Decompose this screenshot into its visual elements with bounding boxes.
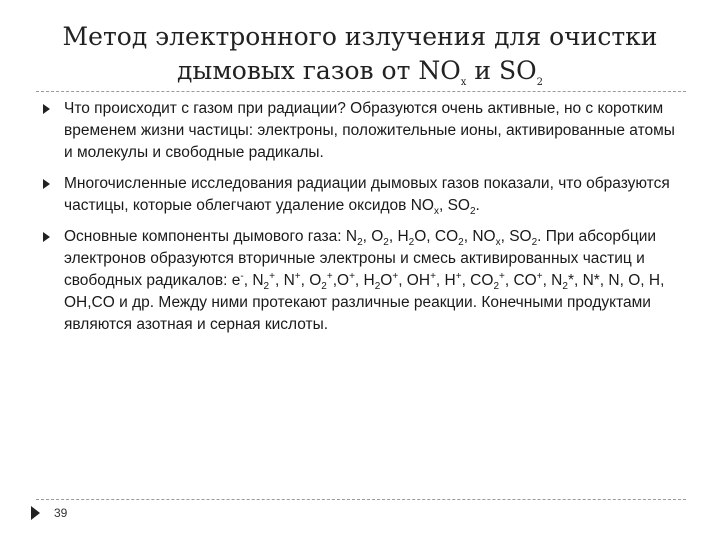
triangle-bullet-icon (43, 179, 50, 189)
title-line-1: Метод электронного излучения для очистки (62, 22, 658, 51)
title-subscript: x (460, 77, 467, 88)
bullet-item-2 (40, 173, 680, 217)
triangle-bullet-icon (43, 104, 50, 114)
footer-triangle-icon (31, 506, 40, 520)
slide-title (40, 20, 680, 88)
bullet-text: Что происходит с газом при радиации? Образуются очень активные, но с коротким временем жизни частицы: электроны, положительные ионы, активированные атомы и молекулы и свободные радикалы. (64, 100, 675, 161)
title-divider (36, 91, 686, 92)
triangle-bullet-icon (43, 232, 50, 242)
title-text: и SO (466, 56, 537, 85)
bullet-item-1 (40, 98, 680, 164)
title-subscript: 2 (536, 77, 543, 88)
footer-divider (36, 499, 686, 500)
bullet-list (40, 98, 680, 345)
bullet-item-3 (40, 226, 680, 336)
title-line-2 (40, 54, 680, 88)
bullet-text: Многочисленные исследования радиации дымовых газов показали, что образуются частицы, которые облегчают удаление оксидов $NO_x$, $SO_2$. (64, 175, 670, 218)
title-text: дымовых газов от NO (177, 56, 461, 85)
page-number: 39 (54, 506, 68, 520)
bullet-text: Основные компоненты дымового газа: $N_2$, $O_2$, $H_2O$, $CO_2$, $NO_x$, $SO_2$. При абсорбции электронов образуются вторичные электроны и смесь активированных частиц и свободных радикалов: e-, $N_2^+$, N+, $O_2^+,O^+$, $H_2O^+$, OH+, H+, $CO_2^+$, CO+, $N_2*$, N*, N, O, H, OH,CO и др. Между ними протекают различные реакции. Конечными продуктами являются азотная и серная кислоты. (64, 228, 665, 333)
